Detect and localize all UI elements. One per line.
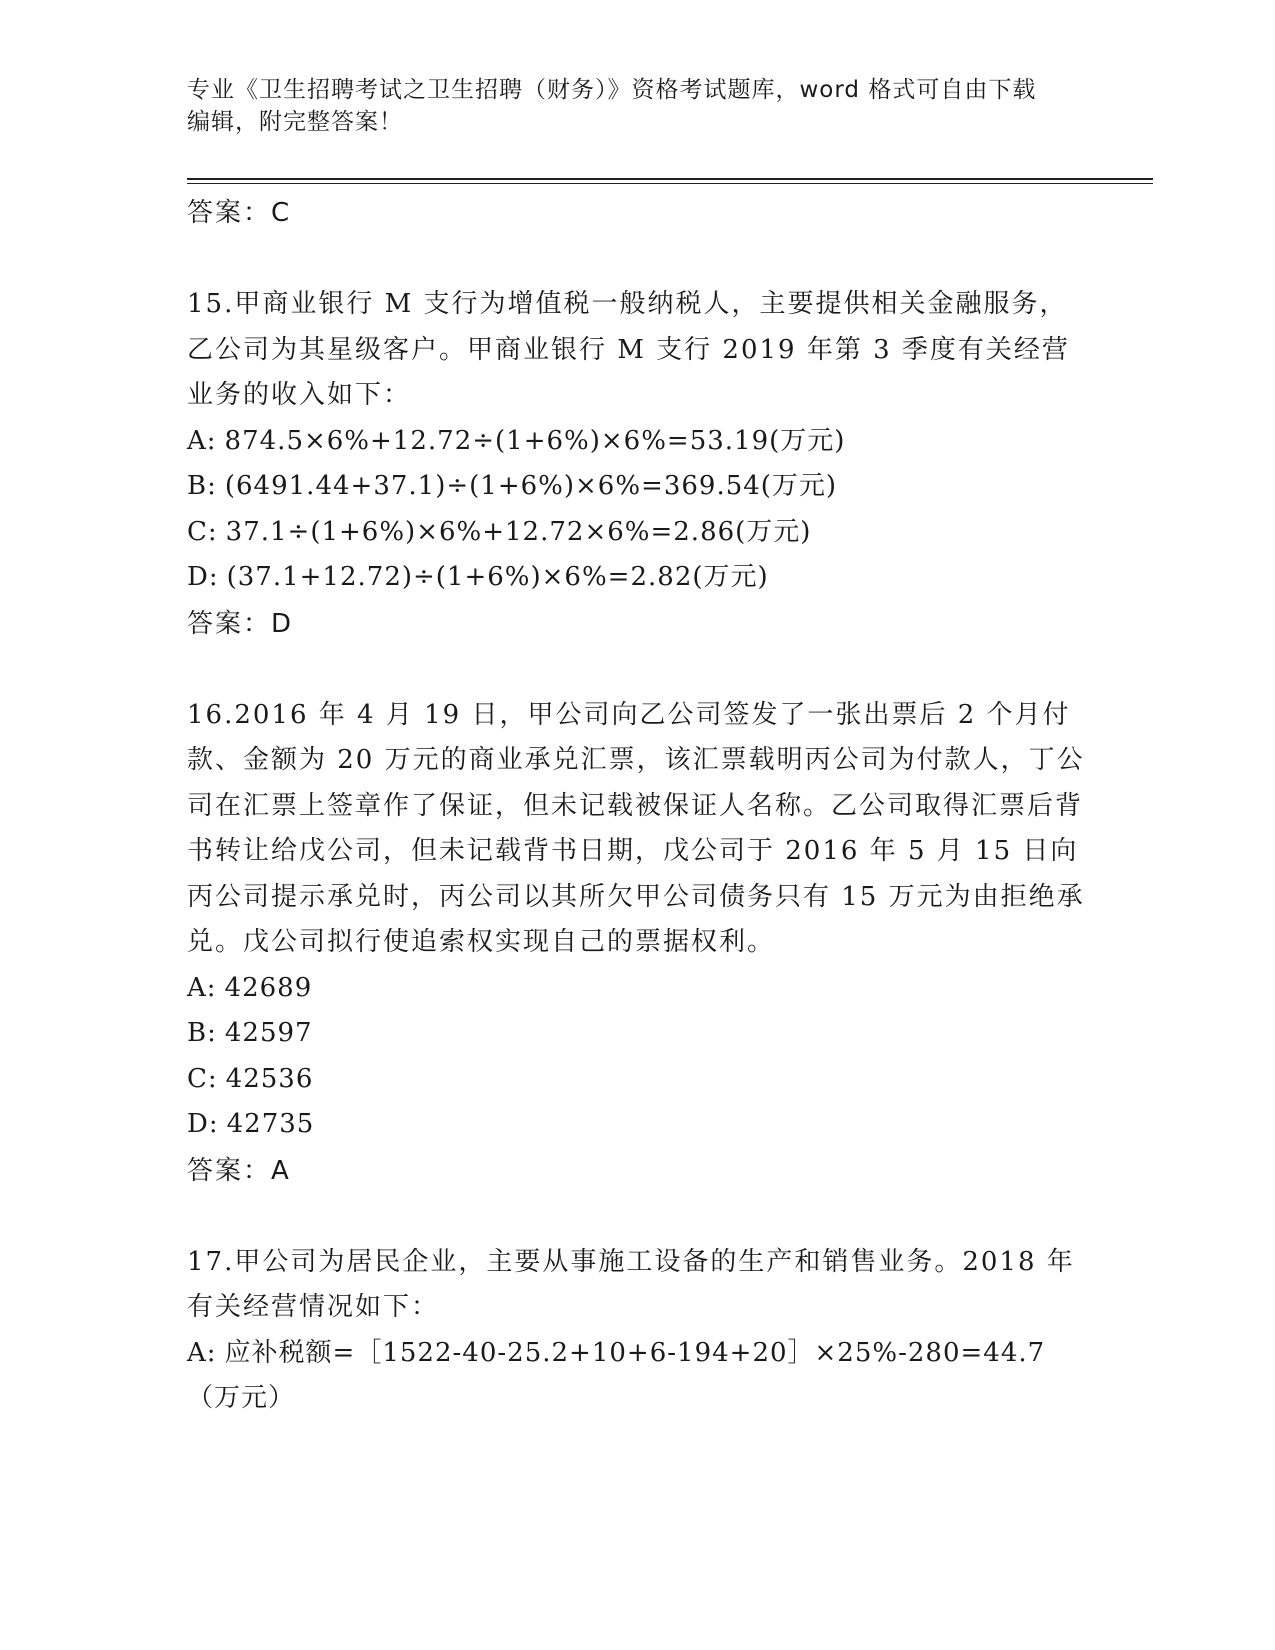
question-text: 16.2016 年 4 月 19 日，甲公司向乙公司签发了一张出票后 2 个月付款、金额为 20 万元的商业承兑汇票，该汇票载明丙公司为付款人，丁公司在汇票上签章作了保证，但未记载被保证人名称。乙公司取得汇票后背书转让给戊公司，但未记载背书日期，戊公司于 2016 年 5 月 15 日向丙公司提示承兑时，丙公司以其所欠甲公司债务只有 15 万元为由拒绝承兑。戊公司拟行使追索权实现自己的票据权利。 — [187, 699, 1085, 957]
option-a — [187, 1331, 1087, 1422]
option-a — [187, 966, 1087, 1012]
option-text: 42735 — [226, 1109, 315, 1139]
question-17 — [187, 1240, 1087, 1422]
question-text: 15.甲商业银行 M 支行为增值税一般纳税人，主要提供相关金融服务，乙公司为其星级客户。甲商业银行 M 支行 2019 年第 3 季度有关经营业务的收入如下： — [187, 289, 1070, 410]
option-text: 874.5×6%+12.72÷(1+6%)×6%=53.19(万元) — [224, 425, 846, 456]
answer-line: 答案：C — [187, 198, 292, 228]
option-letter: B: — [187, 1018, 217, 1048]
option-text: 42597 — [224, 1018, 313, 1048]
option-text: 应补税额=［1522-40-25.2+10+6-194+20］×25%-280=44.7（万元） — [187, 1337, 1046, 1413]
header-rule-thin — [187, 183, 1153, 184]
option-letter: B: — [187, 471, 217, 501]
question-content — [187, 190, 1087, 1422]
answer-line: 答案：A — [187, 1155, 291, 1186]
option-c — [187, 510, 1087, 556]
option-letter: C: — [187, 516, 218, 547]
option-d — [187, 1102, 1087, 1148]
option-c — [187, 1057, 1087, 1103]
question-16 — [187, 693, 1087, 1194]
option-text: 37.1÷(1+6%)×6%+12.72×6%=2.86(万元) — [225, 516, 812, 547]
header-rule — [187, 178, 1153, 180]
header-line-2: 编辑，附完整答案！ — [187, 109, 403, 135]
question-text: 17.甲公司为居民企业，主要从事施工设备的生产和销售业务。2018 年有关经营情况如下： — [187, 1246, 1075, 1322]
option-d — [187, 555, 1087, 601]
option-text: (37.1+12.72)÷(1+6%)×6%=2.82(万元) — [226, 562, 769, 592]
option-text: (6491.44+37.1)÷(1+6%)×6%=369.54(万元) — [224, 471, 838, 501]
question-15 — [187, 282, 1087, 647]
option-a — [187, 419, 1087, 465]
option-b — [187, 464, 1087, 510]
option-text: 42689 — [224, 972, 313, 1003]
option-letter: A: — [187, 425, 217, 456]
option-b — [187, 1011, 1087, 1057]
page-header — [187, 74, 1067, 138]
option-letter: D: — [187, 1109, 219, 1139]
option-letter: D: — [187, 562, 219, 592]
option-letter: A: — [187, 972, 217, 1003]
header-line-1: 专业《卫生招聘考试之卫生招聘（财务）》资格考试题库，word 格式可自由下载 — [187, 77, 1037, 103]
option-text: 42536 — [225, 1063, 314, 1094]
option-letter: A: — [187, 1337, 217, 1368]
option-letter: C: — [187, 1063, 218, 1094]
answer-line: 答案：D — [187, 608, 294, 639]
